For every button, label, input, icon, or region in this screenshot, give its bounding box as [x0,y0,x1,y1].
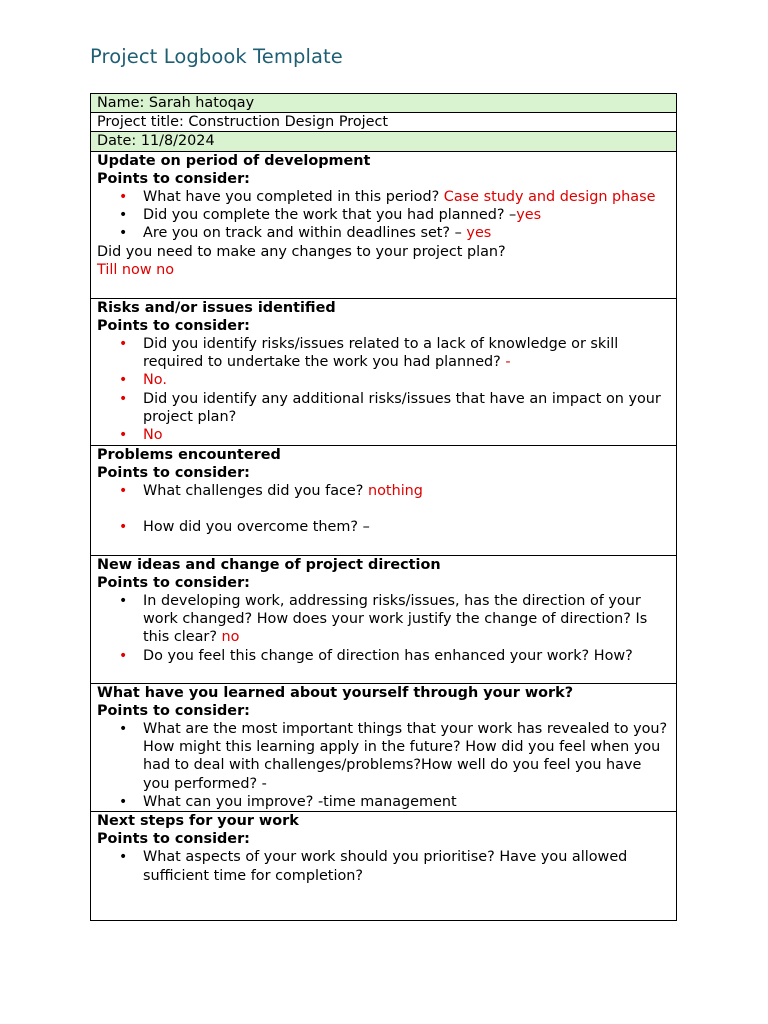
section-next-cell[interactable] [91,812,677,921]
list-item [119,371,670,389]
bullet-icon: • [119,225,128,242]
answer-text: No. [143,372,167,389]
section-subtitle: Points to consider: [97,702,250,719]
question-text: How did you overcome them? – [143,519,370,536]
section-subtitle: Points to consider: [97,574,250,591]
list-item [119,188,670,206]
answer-text: Case study and design phase [443,189,656,206]
page-title: Project Logbook Template [90,45,343,68]
bullet-icon: • [119,793,128,810]
section-subtitle: Points to consider: [97,170,250,187]
list-item [119,720,670,793]
answer-text: - [505,354,511,371]
answer-text: Till now no [97,261,175,278]
section-title: Next steps for your work [97,813,299,830]
section-learned [91,683,677,811]
section-risks [91,298,677,445]
question-text: Did you complete the work that you had planned? – [143,207,517,224]
section-problems [91,445,677,555]
bullet-icon: • [119,427,128,444]
list-item [119,426,670,444]
question-text: What challenges did you face? [143,483,368,500]
answer-text: yes [466,225,492,242]
section-title: Update on period of development [97,152,371,169]
question-text: What aspects of your work should you prioritise? Have you allowed sufficient time for completion? [143,849,628,884]
answer-text: yes [516,207,542,224]
bullet-icon: • [119,189,128,206]
question-text: What have you completed in this period? [143,189,444,206]
answer-text: No [143,427,163,444]
section-title: New ideas and change of project direction [97,556,441,573]
bullet-icon: • [119,483,128,500]
bullet-icon: • [119,849,128,866]
answer-text: no [221,629,240,646]
section-risks-cell[interactable] [91,298,677,445]
list-item [119,390,670,426]
bullet-icon: • [119,390,128,407]
bullet-icon: • [119,336,128,353]
section-subtitle: Points to consider: [97,831,250,848]
question-text: Do you feel this change of direction has enhanced your work? How? [143,647,633,664]
question-text: Did you identify any additional risks/issues that have an impact on your project plan? [143,390,661,425]
section-subtitle: Points to consider: [97,317,250,334]
bullet-icon: • [119,519,128,536]
project-title-cell[interactable]: Project title: Construction Design Project [91,113,677,132]
question-text: In developing work, addressing risks/issues, has the direction of your work changed? How does your work justify the change of direction? Is this clear? [143,593,648,646]
list-item [119,592,670,647]
bullet-icon: • [119,647,128,664]
section-update-cell[interactable] [91,151,677,298]
list-item [119,335,670,371]
question-text: Are you on track and within deadlines set? – [143,225,467,242]
section-title: What have you learned about yourself through your work? [97,684,574,701]
section-title: Risks and/or issues identified [97,299,336,316]
list-item [119,224,670,242]
name-row [91,94,677,113]
question-text: What can you improve? -time management [143,793,457,810]
section-subtitle: Points to consider: [97,464,250,481]
bullet-icon: • [119,721,128,738]
question-text: What are the most important things that your work has revealed to you? How might this learning apply in the future? How did you feel when you had to deal with challenges/problems?How well do you feel you have you performed? - [143,721,668,792]
answer-text: nothing [368,483,423,500]
list-item [119,793,670,811]
section-problems-cell[interactable] [91,445,677,555]
date-row [91,132,677,151]
list-item [119,518,670,536]
section-ideas-cell[interactable] [91,555,677,683]
section-title: Problems encountered [97,446,281,463]
bullet-icon: • [119,372,128,389]
question-text: Did you identify risks/issues related to a lack of knowledge or skill required to undertake the work you had planned? [143,336,619,371]
logbook-table [90,93,677,921]
question-text: Did you need to make any changes to your project plan? [97,243,506,260]
bullet-icon: • [119,207,128,224]
date-cell[interactable]: Date: 11/8/2024 [91,132,677,151]
name-cell[interactable]: Name: Sarah hatoqay [91,94,677,113]
project-title-row [91,113,677,132]
list-item [119,647,670,665]
list-item [119,848,670,884]
bullet-icon: • [119,593,128,610]
section-update [91,151,677,298]
section-learned-cell[interactable] [91,683,677,811]
section-ideas [91,555,677,683]
section-next [91,812,677,921]
list-item [119,206,670,224]
list-item [119,482,670,500]
